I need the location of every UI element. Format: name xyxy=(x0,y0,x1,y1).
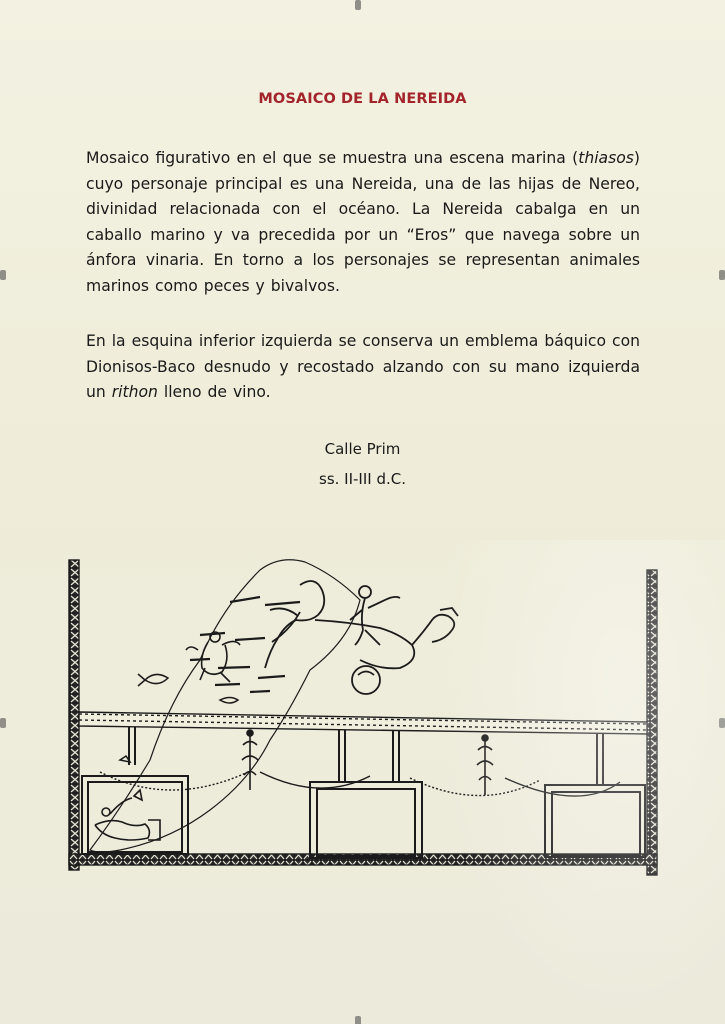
eros-figure xyxy=(186,632,240,682)
lower-panels xyxy=(82,776,645,858)
frame-clip xyxy=(355,0,361,10)
paragraph-text: ) cuyo personaje principal es una Nereida, una de las hijas de Nereo, divinidad relacionada con el océano. La Nereida cabalga en un caballo marino y va precedida por un “Eros” que navega sobre un ánfora vinaria. En torno a los personajes se representan animales marinos como peces y bivalvos. xyxy=(86,149,640,295)
paragraph-text: En la esquina inferior izquierda se conserva un emblema báquico con Dionisos-Baco desnudo y recostado alzando con su mano izquierda un xyxy=(86,332,640,402)
dating-label: ss. II-III d.C. xyxy=(319,470,406,488)
frame-clip xyxy=(719,718,725,728)
frame-clip xyxy=(355,1016,361,1024)
dionysos-emblem xyxy=(95,790,160,840)
frame-clip xyxy=(0,718,6,728)
mosaic-line-drawing xyxy=(60,550,670,890)
columns xyxy=(129,727,603,785)
braid-border-right xyxy=(647,570,657,875)
fragment-outline xyxy=(90,560,360,852)
candelabra-ornaments xyxy=(242,730,493,795)
frame-clip xyxy=(0,270,6,280)
paragraph-italic-term: rithon xyxy=(111,383,158,402)
paragraph-text: lleno de vino. xyxy=(157,383,271,402)
nereid-and-seahorse xyxy=(265,581,458,694)
emblem-paragraph xyxy=(86,329,640,406)
paragraph-text: Mosaico figurativo en el que se muestra una escena marina ( xyxy=(86,149,579,167)
panel-title: MOSAICO DE LA NEREIDA xyxy=(258,91,467,107)
paragraph-italic-term: thiasos xyxy=(578,149,634,167)
braid-border-left xyxy=(69,560,79,870)
location-label: Calle Prim xyxy=(324,440,401,458)
description-paragraph xyxy=(86,146,640,300)
frame-clip xyxy=(719,270,725,280)
